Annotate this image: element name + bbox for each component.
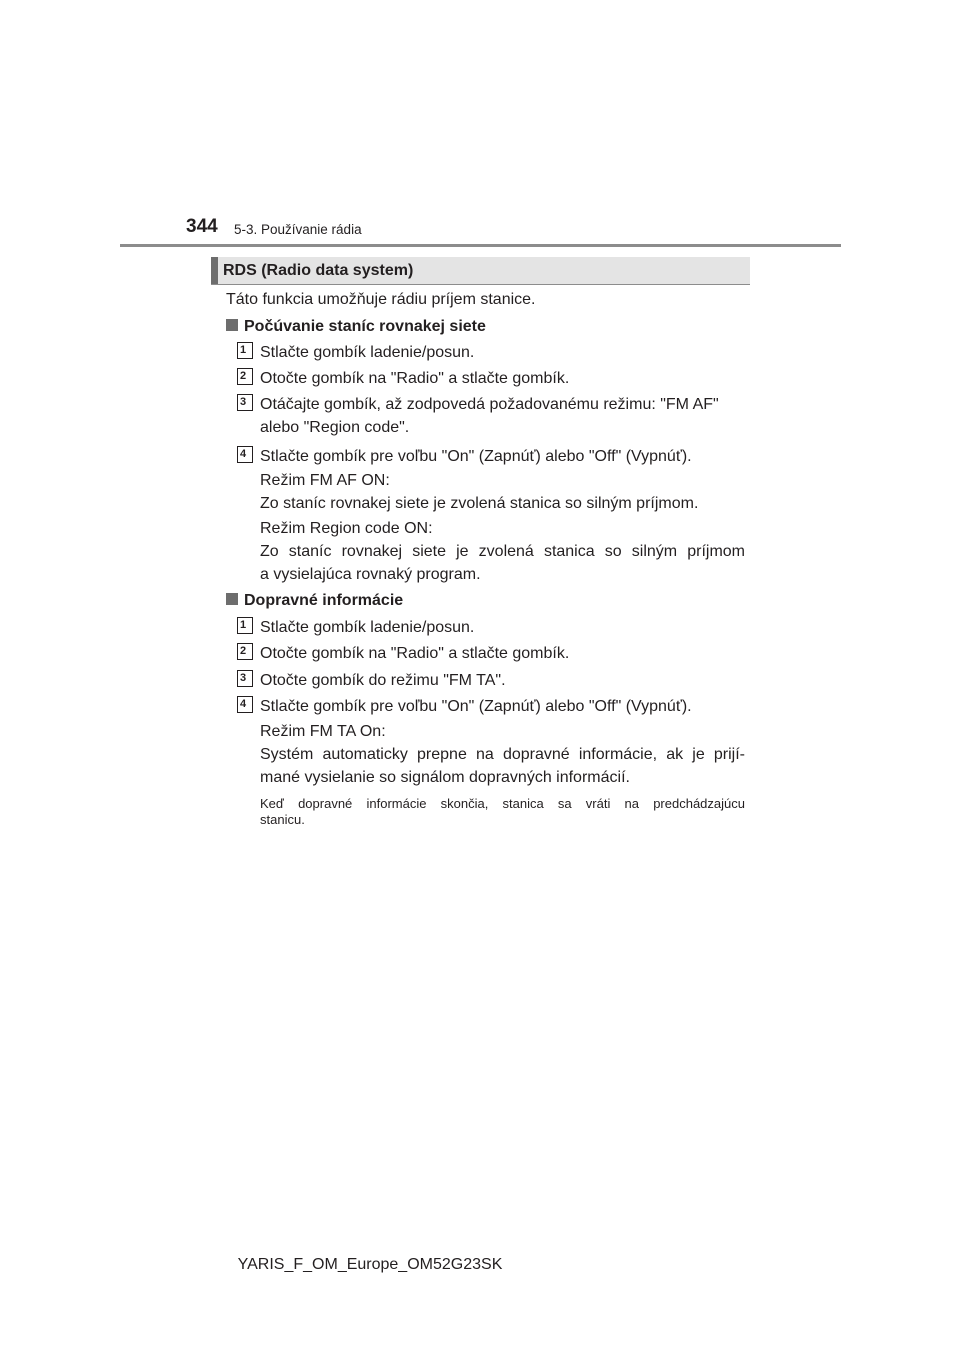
- step-text: Stlačte gombík ladenie/posun.: [260, 619, 475, 636]
- mode-description-line: a vysielajúca rovnaký program.: [260, 566, 481, 583]
- step-number-box: 1: [237, 617, 253, 634]
- header-rule: [120, 244, 841, 247]
- step-text-line: alebo "Region code".: [260, 419, 410, 436]
- running-head: 5-3. Používanie rádia: [234, 222, 362, 237]
- square-bullet-icon: [226, 319, 238, 331]
- step-number-box: 4: [237, 446, 253, 463]
- step-text: Stlačte gombík pre voľbu "On" (Zapnúť) alebo "Off" (Vypnúť).: [260, 698, 692, 715]
- step-text: Stlačte gombík ladenie/posun.: [260, 344, 475, 361]
- section-title: RDS (Radio data system): [223, 262, 414, 279]
- note-line: stanicu.: [260, 812, 305, 827]
- note-line: Keď dopravné informácie skončia, stanica sa vráti na predchádzajúcu: [260, 796, 745, 811]
- mode-description-line: Zo staníc rovnakej siete je zvolená stanica so silným príjmom: [260, 543, 745, 560]
- section-title-accent: [211, 257, 218, 285]
- subheading-traffic-info: [226, 590, 403, 612]
- mode-title: Režim FM TA On:: [260, 723, 386, 740]
- mode-description-line: mané vysielanie so signálom dopravných informácií.: [260, 769, 630, 786]
- step-number-box: 3: [237, 670, 253, 687]
- footer-doc-id: YARIS_F_OM_Europe_OM52G23SK: [237, 1256, 503, 1273]
- page-number: 344: [186, 216, 218, 237]
- section-title-bar: [211, 257, 750, 285]
- step-number-box: 3: [237, 394, 253, 411]
- section-intro: Táto funkcia umožňuje rádiu príjem stanice.: [226, 291, 536, 308]
- mode-title: Režim FM AF ON:: [260, 472, 390, 489]
- step-text: Otočte gombík do režimu "FM TA".: [260, 672, 506, 689]
- subheading-text: Počúvanie staníc rovnakej siete: [244, 318, 486, 335]
- step-text: Stlačte gombík pre voľbu "On" (Zapnúť) alebo "Off" (Vypnúť).: [260, 448, 692, 465]
- subheading-same-network: [226, 316, 486, 338]
- step-text: Otočte gombík na "Radio" a stlačte gombík.: [260, 645, 570, 662]
- subheading-text: Dopravné informácie: [244, 592, 404, 609]
- mode-title: Režim Region code ON:: [260, 520, 433, 537]
- step-number-box: 4: [237, 696, 253, 713]
- mode-description-line: Systém automaticky prepne na dopravné informácie, ak je prijí-: [260, 746, 745, 763]
- step-text: Otočte gombík na "Radio" a stlačte gombík.: [260, 370, 570, 387]
- step-number-box: 1: [237, 342, 253, 359]
- step-text-line: Otáčajte gombík, až zodpovedá požadovanému režimu: "FM AF": [260, 396, 719, 413]
- section-title-underline: [211, 284, 750, 285]
- square-bullet-icon: [226, 593, 238, 605]
- mode-description: Zo staníc rovnakej siete je zvolená stanica so silným príjmom.: [260, 495, 699, 512]
- step-number-box: 2: [237, 368, 253, 385]
- step-number-box: 2: [237, 643, 253, 660]
